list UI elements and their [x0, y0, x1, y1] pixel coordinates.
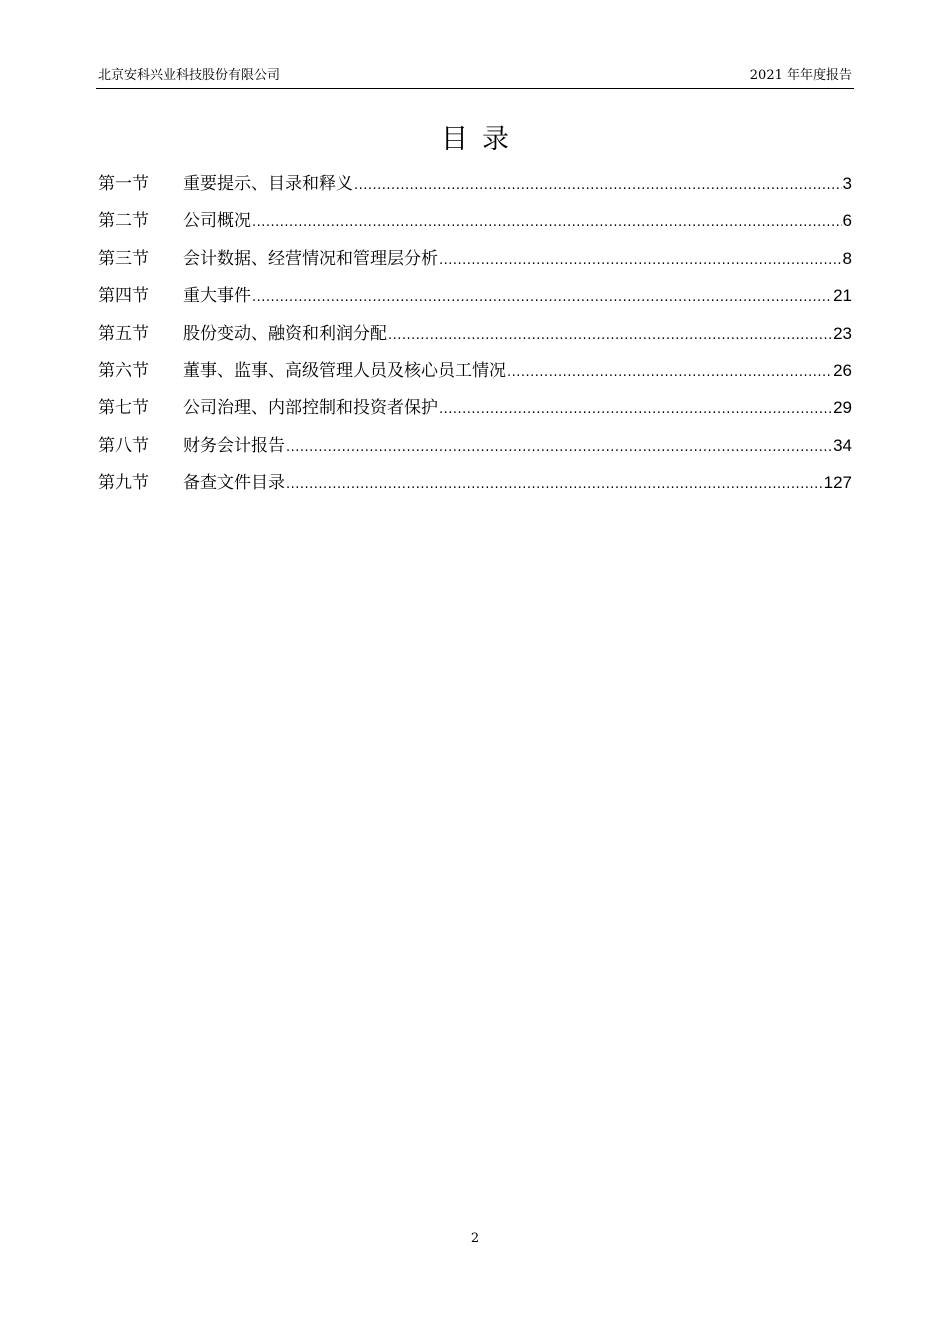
toc-dot-leader [507, 359, 832, 387]
toc-section-name: 备查文件目录 [183, 473, 285, 494]
toc-page-number: 23 [833, 323, 852, 343]
header-report-title: 2021 年年度报告 [749, 68, 852, 83]
toc-section-name: 重大事件 [183, 286, 251, 307]
toc-dot-leader [252, 284, 832, 312]
toc-section-number: 第二节 [98, 211, 149, 232]
toc-entry[interactable] [98, 394, 852, 431]
toc-section-name: 董事、监事、高级管理人员及核心员工情况 [183, 360, 506, 381]
toc-entry[interactable] [98, 207, 852, 244]
toc-page-number: 127 [823, 473, 852, 493]
toc-entry[interactable] [98, 432, 852, 469]
toc-section-number: 第三节 [98, 248, 149, 269]
page-footer-number: 2 [470, 1231, 480, 1246]
toc-entry[interactable] [98, 469, 852, 506]
toc-dot-leader [286, 471, 823, 499]
toc-dot-leader [439, 396, 832, 424]
toc-section-number: 第九节 [98, 473, 149, 494]
toc-section-number: 第五节 [98, 323, 149, 344]
toc-dot-leader [252, 209, 842, 237]
toc-entry[interactable] [98, 282, 852, 319]
toc-section-name: 财务会计报告 [183, 435, 285, 456]
toc-section-name: 公司治理、内部控制和投资者保护 [183, 398, 438, 419]
toc-page-number: 3 [842, 174, 852, 193]
toc-section-name: 重要提示、目录和释义 [183, 174, 353, 194]
toc-page-number: 34 [833, 435, 852, 455]
toc-dot-leader [439, 247, 842, 275]
page-header [96, 64, 854, 89]
toc-page-number: 8 [842, 248, 852, 268]
toc-dot-leader [354, 172, 842, 200]
toc-section-name: 股份变动、融资和利润分配 [183, 323, 387, 344]
toc-page-number: 21 [833, 286, 852, 306]
header-company-name: 北京安科兴业科技股份有限公司 [98, 68, 281, 83]
table-of-contents [98, 170, 852, 507]
toc-dot-leader [388, 322, 832, 350]
toc-entry[interactable] [98, 245, 852, 282]
toc-section-name: 会计数据、经营情况和管理层分析 [183, 248, 438, 269]
toc-section-number: 第四节 [98, 286, 149, 307]
toc-entry[interactable] [98, 357, 852, 394]
toc-page-number: 26 [833, 360, 852, 380]
toc-entry[interactable] [98, 170, 852, 207]
toc-dot-leader [286, 434, 832, 462]
toc-page-number: 29 [833, 398, 852, 418]
toc-section-number: 第七节 [98, 398, 149, 419]
toc-section-number: 第六节 [98, 360, 149, 381]
toc-title: 目录 [441, 124, 523, 155]
toc-entry[interactable] [98, 320, 852, 357]
toc-section-number: 第八节 [98, 435, 149, 456]
toc-section-number: 第一节 [98, 174, 149, 194]
toc-section-name: 公司概况 [183, 211, 251, 232]
toc-page-number: 6 [842, 211, 852, 231]
